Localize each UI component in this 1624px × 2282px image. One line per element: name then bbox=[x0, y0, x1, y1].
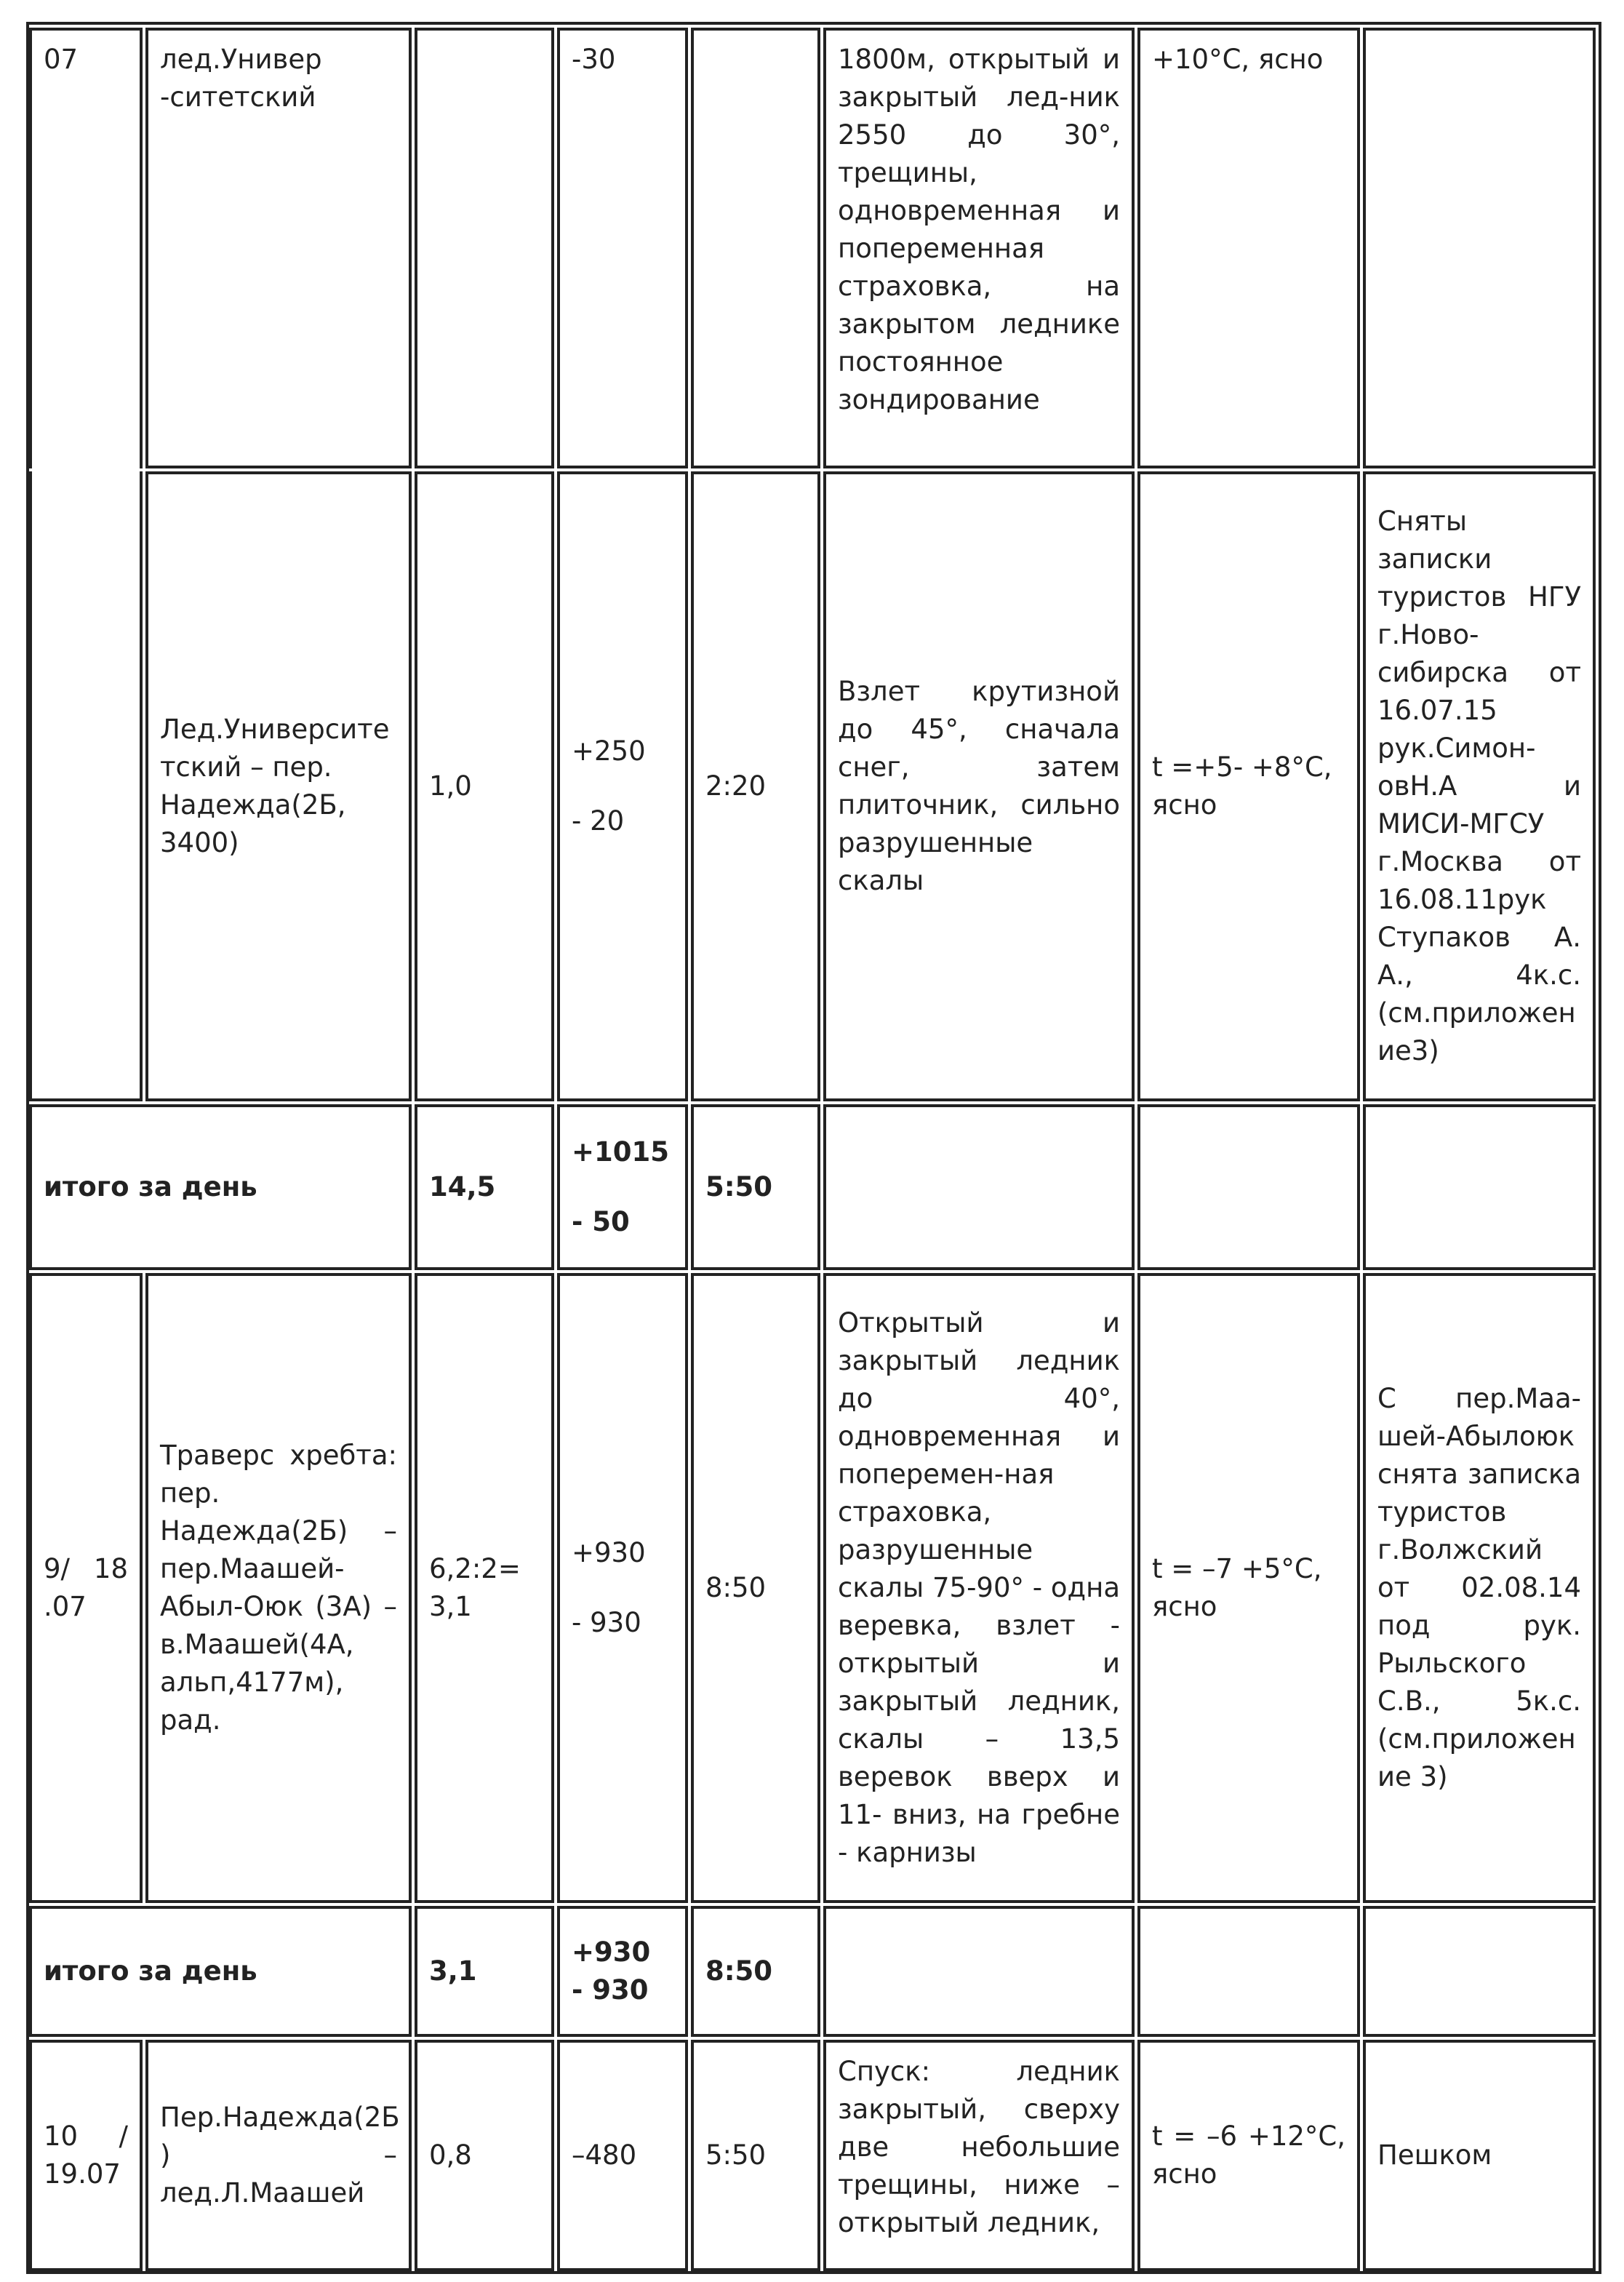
time-cell: 8:50 bbox=[691, 1906, 820, 2037]
distance-cell: 14,5 bbox=[415, 1104, 554, 1270]
time-cell bbox=[691, 28, 820, 468]
route-cell: лед.Универ -ситетский bbox=[145, 28, 412, 468]
time-cell: 5:50 bbox=[691, 1104, 820, 1270]
total-label-cell: итого за день bbox=[29, 1906, 412, 2037]
route-cell: Траверс хребта: пер. Надежда(2Б) – пер.Маашей-Абыл-Оюк (3А) –в.Маашей(4А, альп,4177м), рад. bbox=[145, 1273, 412, 1903]
time-cell: 5:50 bbox=[691, 2040, 820, 2271]
elevation-cell: -30 bbox=[557, 28, 688, 468]
notes-cell bbox=[1363, 28, 1596, 468]
description-cell: Открытый и закрытый ледник до 40°, одновременная и поперемен-ная страховка, разрушенные скалы 75-90° - одна веревка, взлет - открытый и закрытый ледник, скалы – 13,5 веревок вверх и 11- вниз, на гребне - карнизы bbox=[823, 1273, 1135, 1903]
time-cell: 2:20 bbox=[691, 471, 820, 1101]
notes-cell: Сняты записки туристов НГУ г.Ново-сибирска от 16.07.15 рук.Симон-овН.А и МИСИ-МГСУ г.Москва от 16.08.11рук Ступаков А. А., 4к.с. (см.приложен ие3) bbox=[1363, 471, 1596, 1101]
day-cell: 10 / 19.07 bbox=[29, 2040, 143, 2271]
distance-cell bbox=[415, 28, 554, 468]
elevation-cell: –480 bbox=[557, 2040, 688, 2271]
route-cell: Лед.Университе тский – пер. Надежда(2Б, 3400) bbox=[145, 471, 412, 1101]
route-cell: Пер.Надежда(2Б ) – лед.Л.Маашей bbox=[145, 2040, 412, 2271]
elevation-cell: +1015 - 50 bbox=[557, 1104, 688, 1270]
notes-cell: С пер.Маа-шей-Абылоюк снята записка туристов г.Волжский от 02.08.14 под рук. Рыльского С.В., 5к.с. (см.приложен ие 3) bbox=[1363, 1273, 1596, 1903]
weather-cell: t = –7 +5°С, ясно bbox=[1137, 1273, 1360, 1903]
notes-cell bbox=[1363, 1104, 1596, 1270]
day-cell: 07 bbox=[29, 28, 143, 468]
description-cell bbox=[823, 1104, 1135, 1270]
notes-cell bbox=[1363, 1906, 1596, 2037]
description-cell bbox=[823, 1906, 1135, 2037]
elevation-cell: +930 - 930 bbox=[557, 1906, 688, 2037]
weather-cell: t = –6 +12°С, ясно bbox=[1137, 2040, 1360, 2271]
elevation-cell: +250 - 20 bbox=[557, 471, 688, 1101]
weather-cell bbox=[1137, 1906, 1360, 2037]
description-cell: Взлет крутизной до 45°, сначала снег, затем плиточник, сильно разрушенные скалы bbox=[823, 471, 1135, 1101]
distance-cell: 3,1 bbox=[415, 1906, 554, 2037]
description-cell: Спуск: ледник закрытый, сверху две небольшие трещины, ниже – открытый ледник, bbox=[823, 2040, 1135, 2271]
weather-cell: +10°С, ясно bbox=[1137, 28, 1360, 468]
weather-cell bbox=[1137, 1104, 1360, 1270]
time-cell: 8:50 bbox=[691, 1273, 820, 1903]
elevation-cell: +930 - 930 bbox=[557, 1273, 688, 1903]
distance-cell: 0,8 bbox=[415, 2040, 554, 2271]
notes-cell: Пешком bbox=[1363, 2040, 1596, 2271]
distance-cell: 1,0 bbox=[415, 471, 554, 1101]
description-cell: 1800м, открытый и закрытый лед-ник 2550 до 30°, трещины, одновременная и попеременная страховка, на закрытом леднике постоянное зондирование bbox=[823, 28, 1135, 468]
weather-cell: t =+5- +8°С, ясно bbox=[1137, 471, 1360, 1101]
day-cell bbox=[29, 471, 143, 1101]
total-label-cell: итого за день bbox=[29, 1104, 412, 1270]
day-cell: 9/ 18 .07 bbox=[29, 1273, 143, 1903]
distance-cell: 6,2:2= 3,1 bbox=[415, 1273, 554, 1903]
